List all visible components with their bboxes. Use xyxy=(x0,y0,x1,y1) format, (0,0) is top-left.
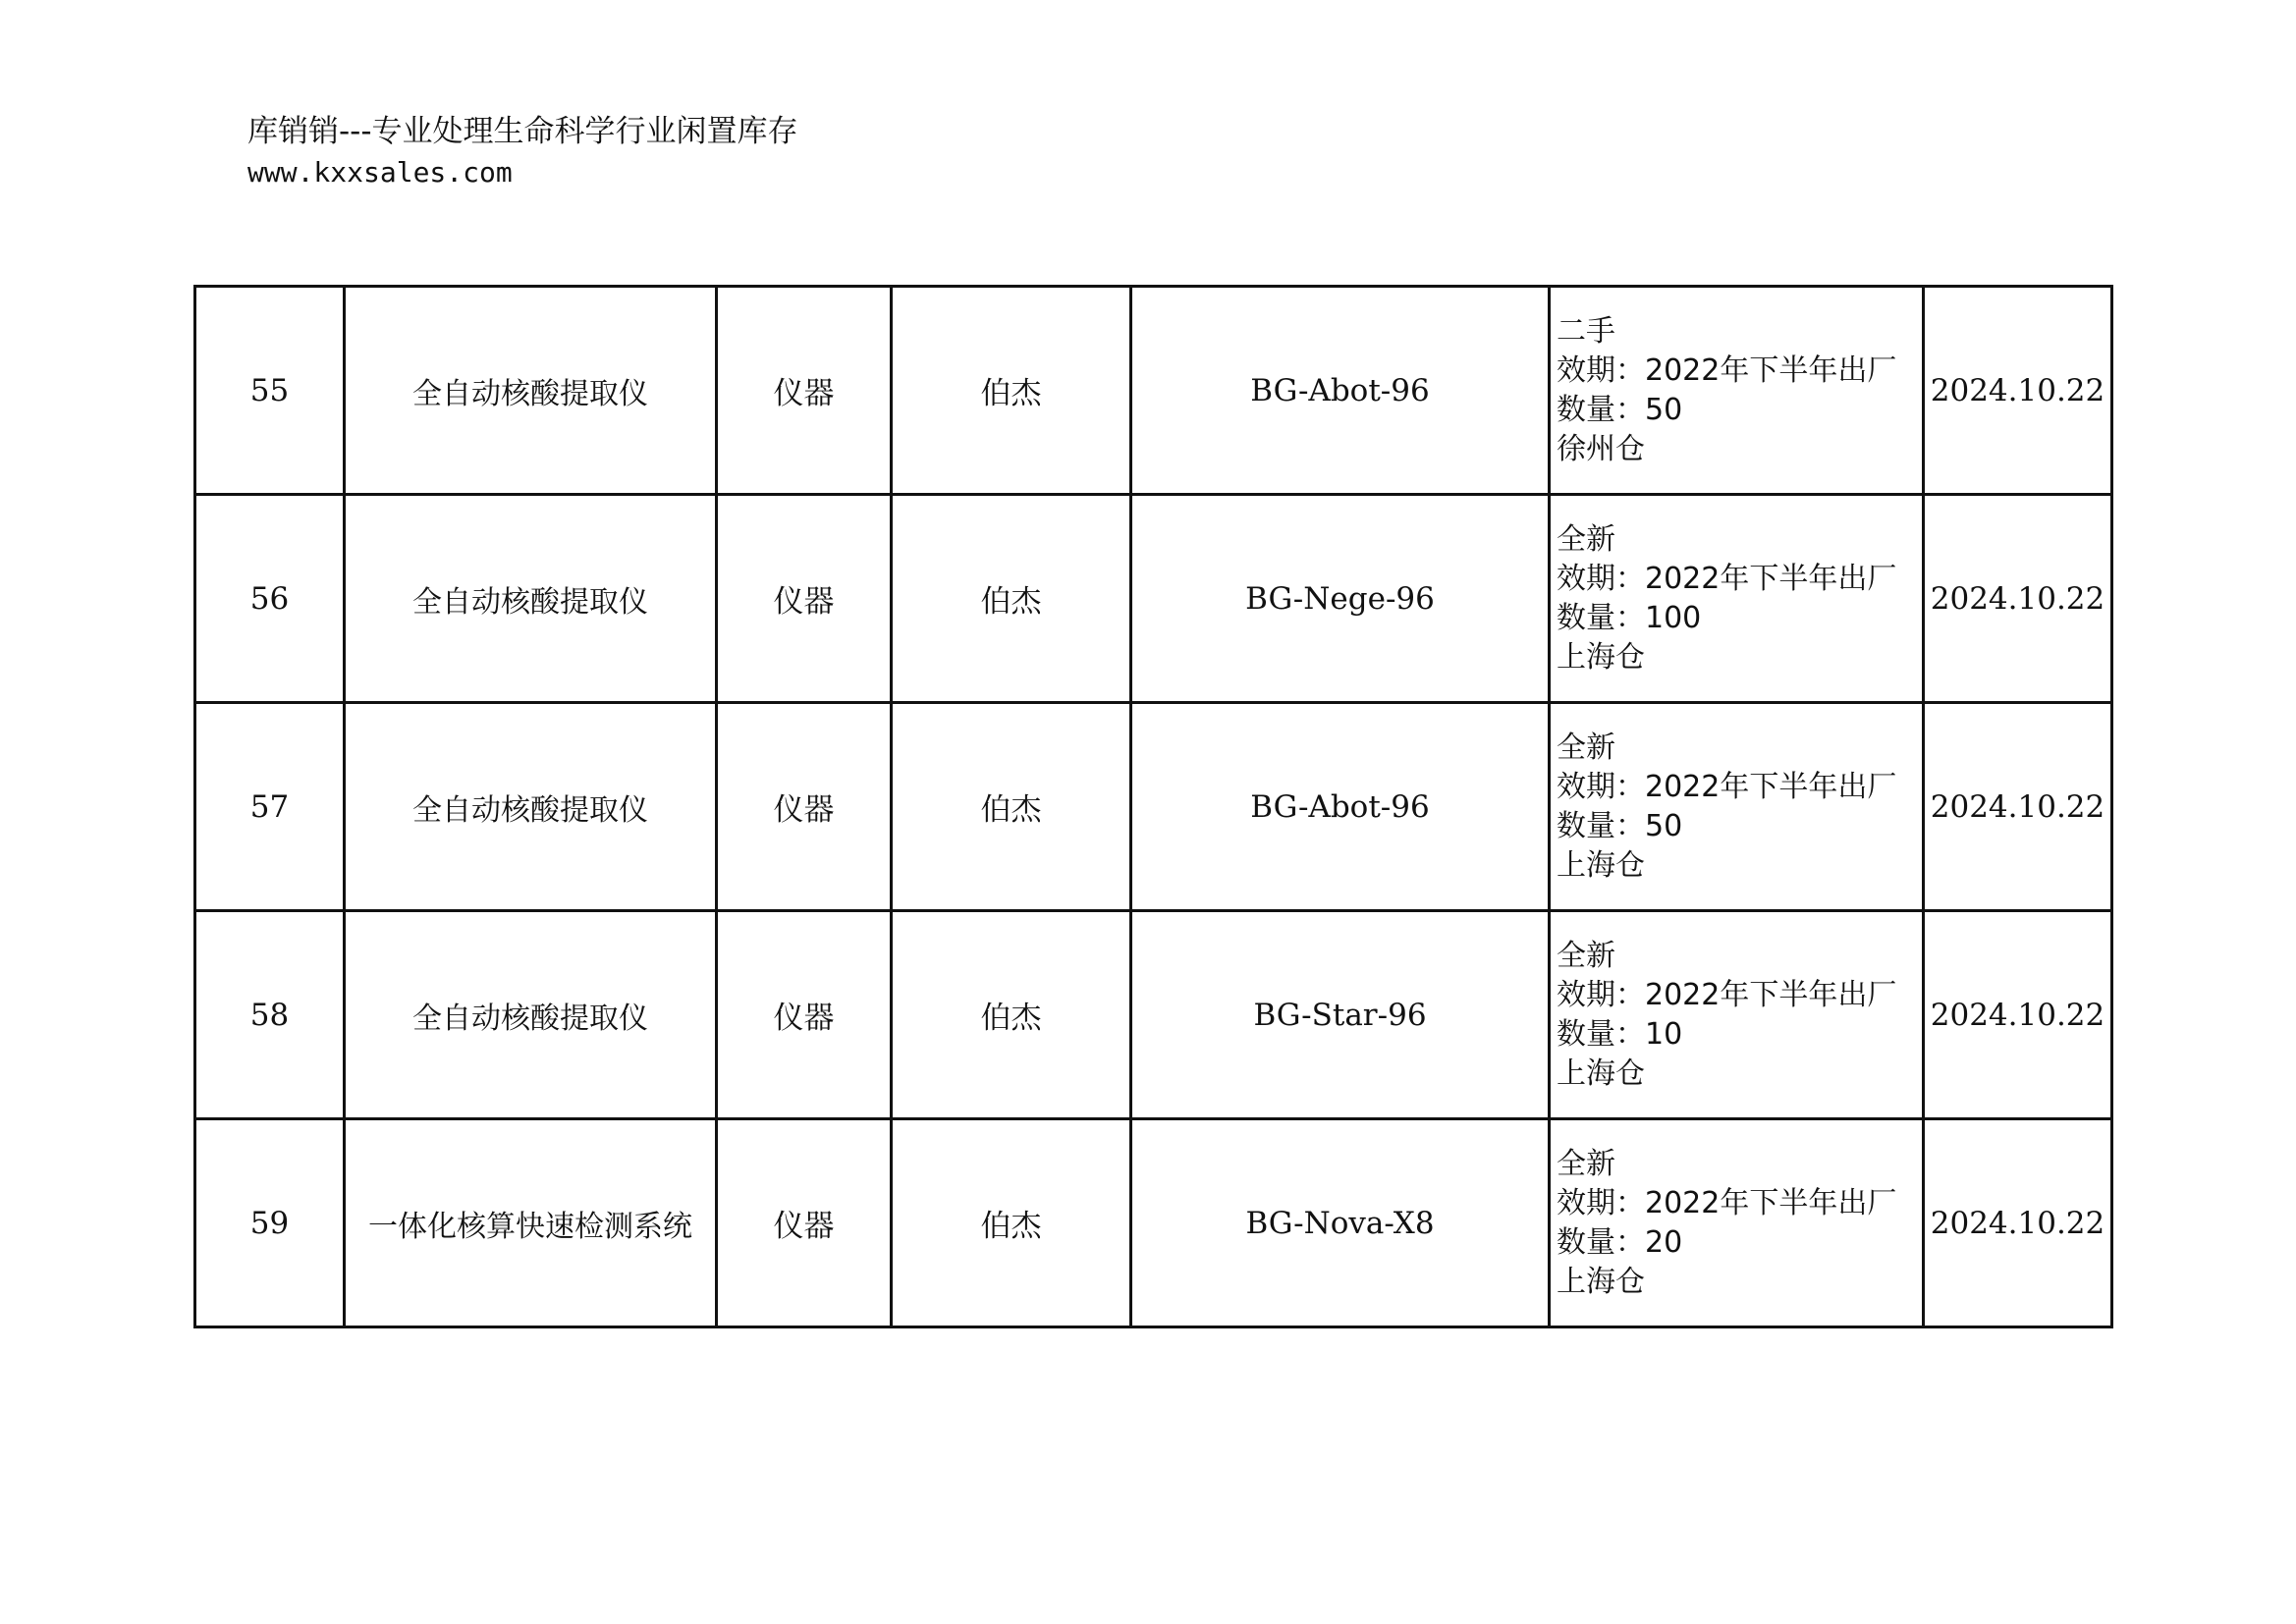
quantity-text: 数量：10 xyxy=(1557,1016,1683,1052)
category-cell: 仪器 xyxy=(717,287,892,495)
table-row xyxy=(195,495,2112,703)
remark-cell xyxy=(1550,911,1924,1119)
model-cell: BG-Star-96 xyxy=(1131,911,1550,1119)
item-number-cell: 59 xyxy=(195,1119,345,1327)
validity-text: 效期：2022年下半年出厂 xyxy=(1557,977,1897,1012)
page-header xyxy=(247,110,798,192)
brand-cell: 伯杰 xyxy=(892,1119,1131,1327)
warehouse-text: 上海仓 xyxy=(1557,1056,1645,1091)
condition-text: 全新 xyxy=(1557,1146,1615,1181)
inventory-table-container xyxy=(193,285,2113,1328)
website-url: www.kxxsales.com xyxy=(247,156,513,189)
warehouse-text: 徐州仓 xyxy=(1557,431,1645,466)
category-cell: 仪器 xyxy=(717,495,892,703)
model-cell: BG-Nova-X8 xyxy=(1131,1119,1550,1327)
date-cell: 2024.10.22 xyxy=(1924,287,2112,495)
category-cell: 仪器 xyxy=(717,703,892,911)
item-number-cell: 57 xyxy=(195,703,345,911)
item-number-cell: 58 xyxy=(195,911,345,1119)
category-cell: 仪器 xyxy=(717,911,892,1119)
product-name-cell: 全自动核酸提取仪 xyxy=(345,495,717,703)
validity-text: 效期：2022年下半年出厂 xyxy=(1557,352,1897,388)
page-title: 库销销---专业处理生命科学行业闲置库存 xyxy=(247,114,798,149)
remark-cell xyxy=(1550,287,1924,495)
quantity-text: 数量：50 xyxy=(1557,808,1683,843)
brand-cell: 伯杰 xyxy=(892,495,1131,703)
product-name-cell: 全自动核酸提取仪 xyxy=(345,287,717,495)
quantity-text: 数量：100 xyxy=(1557,600,1702,635)
brand-cell: 伯杰 xyxy=(892,911,1131,1119)
date-cell: 2024.10.22 xyxy=(1924,703,2112,911)
table-row xyxy=(195,1119,2112,1327)
date-cell: 2024.10.22 xyxy=(1924,911,2112,1119)
date-cell: 2024.10.22 xyxy=(1924,495,2112,703)
remark-cell xyxy=(1550,495,1924,703)
model-cell: BG-Abot-96 xyxy=(1131,703,1550,911)
model-cell: BG-Abot-96 xyxy=(1131,287,1550,495)
condition-text: 全新 xyxy=(1557,730,1615,765)
table-row xyxy=(195,911,2112,1119)
product-name-cell: 全自动核酸提取仪 xyxy=(345,911,717,1119)
validity-text: 效期：2022年下半年出厂 xyxy=(1557,1185,1897,1220)
table-row xyxy=(195,703,2112,911)
quantity-text: 数量：20 xyxy=(1557,1224,1683,1260)
remark-cell xyxy=(1550,1119,1924,1327)
brand-cell: 伯杰 xyxy=(892,287,1131,495)
item-number-cell: 56 xyxy=(195,495,345,703)
warehouse-text: 上海仓 xyxy=(1557,847,1645,883)
condition-text: 二手 xyxy=(1557,313,1615,349)
category-cell: 仪器 xyxy=(717,1119,892,1327)
inventory-table-body xyxy=(195,287,2112,1327)
product-name-cell: 一体化核算快速检测系统 xyxy=(345,1119,717,1327)
inventory-table xyxy=(193,285,2113,1328)
condition-text: 全新 xyxy=(1557,521,1615,557)
remark-cell xyxy=(1550,703,1924,911)
warehouse-text: 上海仓 xyxy=(1557,1264,1645,1299)
product-name-cell: 全自动核酸提取仪 xyxy=(345,703,717,911)
table-row xyxy=(195,287,2112,495)
quantity-text: 数量：50 xyxy=(1557,392,1683,427)
validity-text: 效期：2022年下半年出厂 xyxy=(1557,561,1897,596)
validity-text: 效期：2022年下半年出厂 xyxy=(1557,769,1897,804)
brand-cell: 伯杰 xyxy=(892,703,1131,911)
item-number-cell: 55 xyxy=(195,287,345,495)
condition-text: 全新 xyxy=(1557,938,1615,973)
date-cell: 2024.10.22 xyxy=(1924,1119,2112,1327)
warehouse-text: 上海仓 xyxy=(1557,639,1645,675)
model-cell: BG-Nege-96 xyxy=(1131,495,1550,703)
